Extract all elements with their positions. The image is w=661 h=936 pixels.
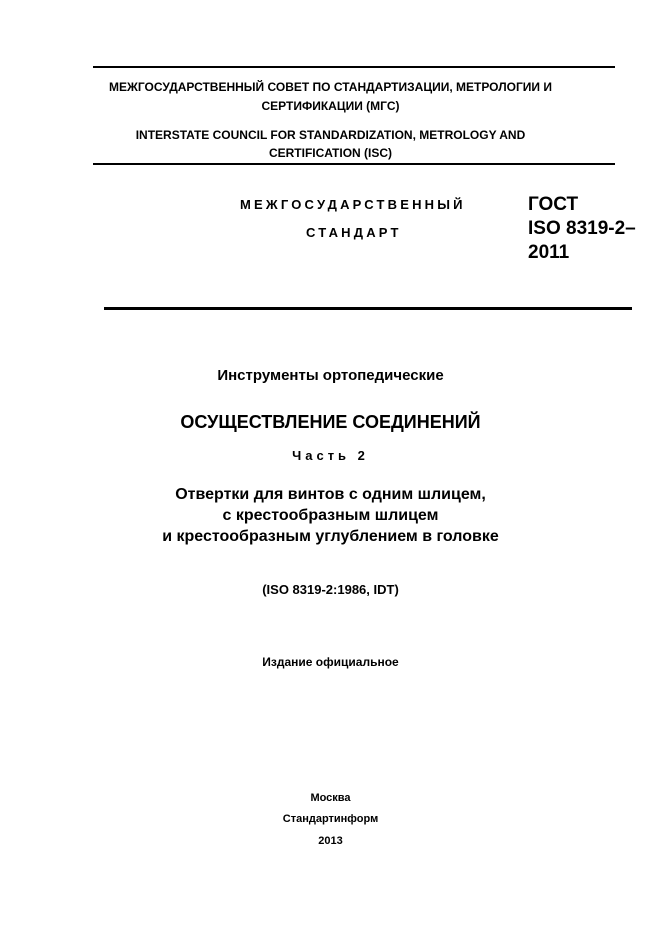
council-en-line2: CERTIFICATION (ISC) (268, 146, 393, 160)
title-group: Инструменты ортопедические (217, 367, 444, 384)
gost-label: ГОСТ (528, 194, 579, 215)
standard-type-line2: СТАНДАРТ (306, 225, 402, 240)
standard-type-line1: МЕЖГОСУДАРСТВЕННЫЙ (240, 197, 466, 212)
subtitle-line2: с крестообразным шлицем (222, 507, 439, 524)
gost-year: 2011 (528, 242, 570, 263)
council-ru-line1: МЕЖГОСУДАРСТВЕННЫЙ СОВЕТ ПО СТАНДАРТИЗАЦИИ, МЕТРОЛОГИИ И (109, 80, 552, 94)
title-main: ОСУЩЕСТВЛЕНИЕ СОЕДИНЕНИЙ (180, 412, 481, 432)
gost-number: ISO 8319-2– (528, 218, 636, 239)
subtitle-line1: Отвертки для винтов с одним шлицем, (175, 486, 486, 503)
subtitle-line3: и крестообразным углублением в головке (162, 528, 499, 545)
header-bottom-rule (104, 307, 632, 310)
imprint-city: Москва (310, 792, 351, 804)
council-bottom-rule (93, 163, 615, 165)
iso-reference: (ISO 8319-2:1986, IDT) (262, 582, 399, 597)
title-part: Часть 2 (292, 448, 369, 463)
top-rule (93, 66, 615, 68)
council-ru-line2: СЕРТИФИКАЦИИ (МГС) (261, 99, 400, 113)
edition-note: Издание официальное (262, 655, 399, 669)
imprint-year: 2013 (318, 835, 343, 847)
council-en-line1: INTERSTATE COUNCIL FOR STANDARDIZATION, METROLOGY AND (135, 128, 526, 142)
imprint-publisher: Стандартинформ (282, 813, 379, 825)
